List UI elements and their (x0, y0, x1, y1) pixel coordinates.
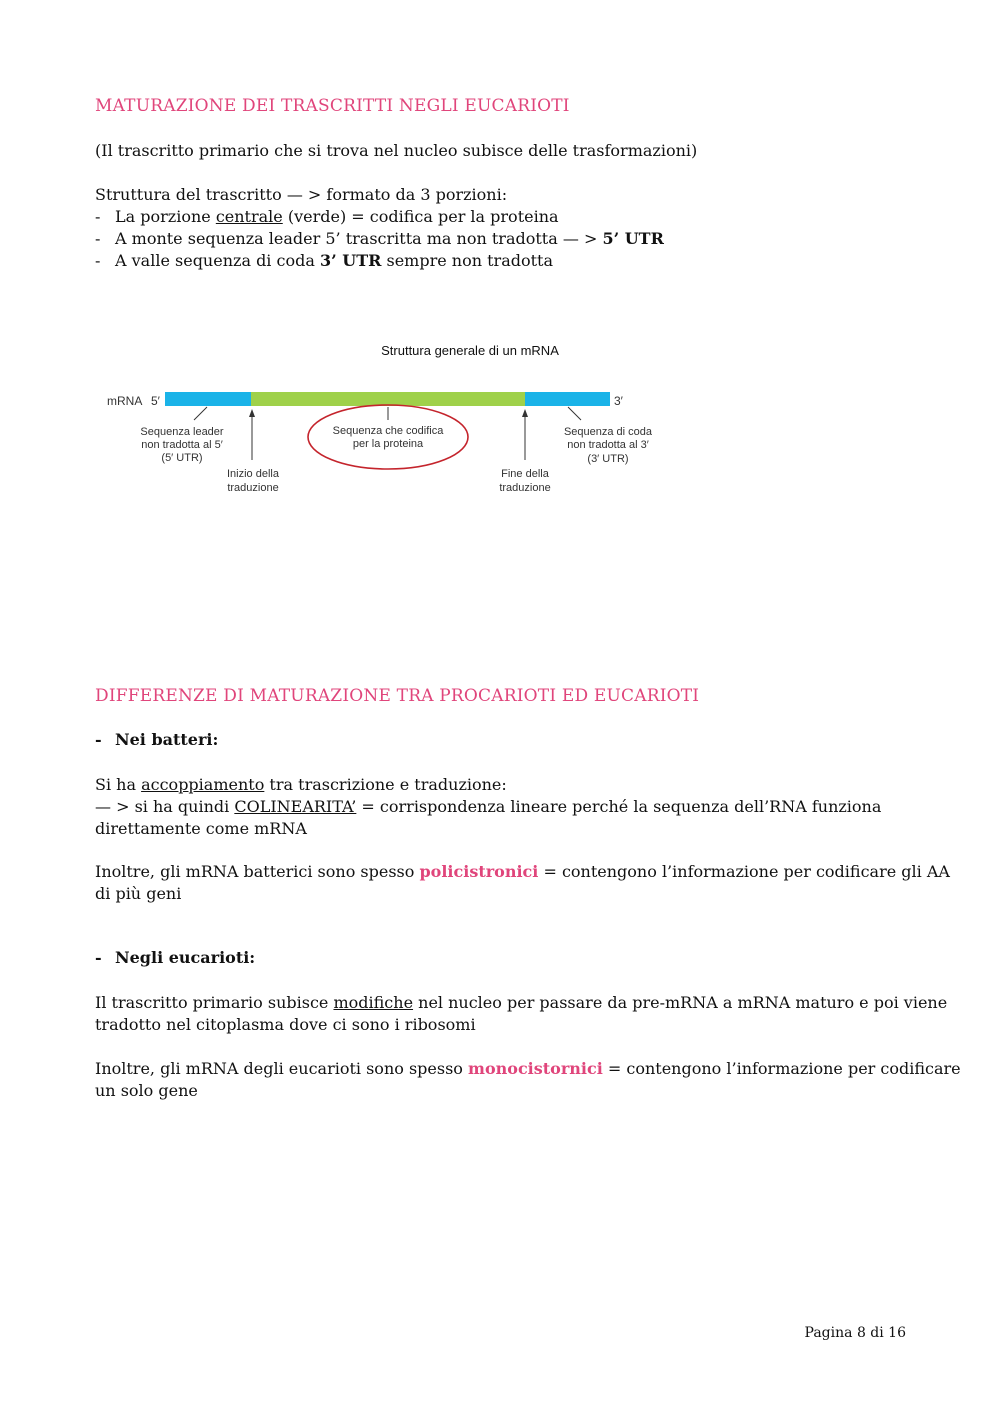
subheading-text: Nei batteri: (115, 730, 219, 749)
bullet-text: A valle sequenza di coda (115, 251, 320, 270)
leader-label-line: Sequenza leader (140, 426, 224, 438)
bold-text: 3’ UTR (319, 251, 382, 270)
bacteria-paragraph-2 (95, 796, 881, 818)
coding-label-line: Sequenza che codifica (332, 425, 444, 437)
five-prime-label: 5′ (151, 394, 160, 408)
three-utr-segment (525, 392, 610, 406)
eukaryote-paragraph-2 (95, 1058, 961, 1080)
text: Inoltre, gli mRNA batterici sono spesso (95, 862, 420, 881)
bacteria-paragraph-3 (95, 861, 950, 883)
text: Si ha (95, 775, 142, 794)
bullet-dash: - (95, 229, 101, 248)
underlined-text: centrale (215, 207, 283, 226)
end-label-line: traduzione (499, 482, 551, 494)
tail-pointer-line (568, 407, 581, 420)
figure-title: Struttura generale di un mRNA (381, 343, 559, 358)
intro-paragraph: (Il trascritto primario che si trova nel nucleo subisce delle trasformazioni) (95, 141, 698, 160)
section-heading-differenze: DIFFERENZE DI MATURAZIONE TRA PROCARIOTI ED EUCARIOTI (95, 686, 700, 706)
eukaryote-paragraph-2-continued: un solo gene (95, 1081, 198, 1100)
bullet-item (95, 228, 664, 250)
bullet-item (95, 250, 553, 272)
subheading-text: Negli eucarioti: (115, 948, 256, 967)
underlined-text: COLINEARITA’ (234, 797, 357, 816)
three-prime-label: 3′ (614, 394, 623, 408)
coding-segment (251, 392, 525, 406)
page-number: Pagina 8 di 16 (804, 1325, 906, 1341)
bacteria-paragraph-3-continued: di più geni (95, 884, 182, 903)
five-utr-segment (165, 392, 251, 406)
start-label-line: traduzione (227, 482, 279, 494)
eukaryote-paragraph-1-continued: tradotto nel citoplasma dove ci sono i ribosomi (95, 1015, 476, 1034)
text: = contengono l’informazione per codificare (602, 1059, 961, 1078)
bullet-text: sempre non tradotta (381, 251, 554, 270)
eukaryote-paragraph-1 (95, 992, 947, 1014)
bullet-text: (verde) = codifica per la proteina (282, 207, 559, 226)
text: nel nucleo per passare da pre-mRNA a mRNA maturo e poi viene (413, 993, 948, 1012)
coding-label-line: per la proteina (352, 438, 424, 450)
structure-line: Struttura del trascritto — > formato da 3 porzioni: (95, 185, 508, 204)
tail-label-line: (3′ UTR) (587, 453, 629, 465)
subheading-dash: - (95, 730, 102, 749)
underlined-text: modifiche (333, 993, 414, 1012)
bullet-item (95, 206, 559, 228)
highlighted-term: policistronici (419, 862, 539, 881)
bacteria-paragraph-2-continued: direttamente come mRNA (95, 819, 307, 838)
text: Il trascritto primario subisce (95, 993, 334, 1012)
subheading-dash: - (95, 948, 102, 967)
start-label-line: Inizio della (227, 468, 279, 480)
bullet-dash: - (95, 251, 101, 270)
underlined-text: accoppiamento (141, 775, 265, 794)
text: — > si ha quindi (95, 797, 235, 816)
end-arrow-head (522, 409, 528, 417)
text: = contengono l’informazione per codificare gli AA (538, 862, 950, 881)
subheading-eukaryotes (95, 948, 255, 967)
start-arrow-head (249, 409, 255, 417)
end-label-line: Fine della (501, 468, 549, 480)
subheading-bacteria (95, 730, 218, 749)
text: tra trascrizione e traduzione: (264, 775, 507, 794)
mrna-structure-figure (95, 335, 675, 505)
mrna-label: mRNA (107, 394, 143, 408)
text: = corrispondenza lineare perché la sequenza dell’RNA funziona (356, 797, 882, 816)
tail-label-line: Sequenza di coda (563, 426, 653, 438)
leader-label-line: (5′ UTR) (161, 452, 203, 464)
bacteria-paragraph-1 (95, 774, 507, 796)
section-heading-maturazione: MATURAZIONE DEI TRASCRITTI NEGLI EUCARIOTI (95, 96, 570, 116)
bullet-text: A monte sequenza leader 5’ trascritta ma non tradotta — > (115, 229, 603, 248)
tail-label-line: non tradotta al 3′ (567, 439, 649, 451)
text: Inoltre, gli mRNA degli eucarioti sono spesso (95, 1059, 469, 1078)
highlighted-term: monocistornici (468, 1059, 603, 1078)
leader-label-line: non tradotta al 5′ (141, 439, 223, 451)
bold-text: 5’ UTR (602, 229, 664, 248)
leader-pointer-line (194, 407, 207, 420)
bullet-text: La porzione (115, 207, 216, 226)
bullet-dash: - (95, 207, 101, 226)
